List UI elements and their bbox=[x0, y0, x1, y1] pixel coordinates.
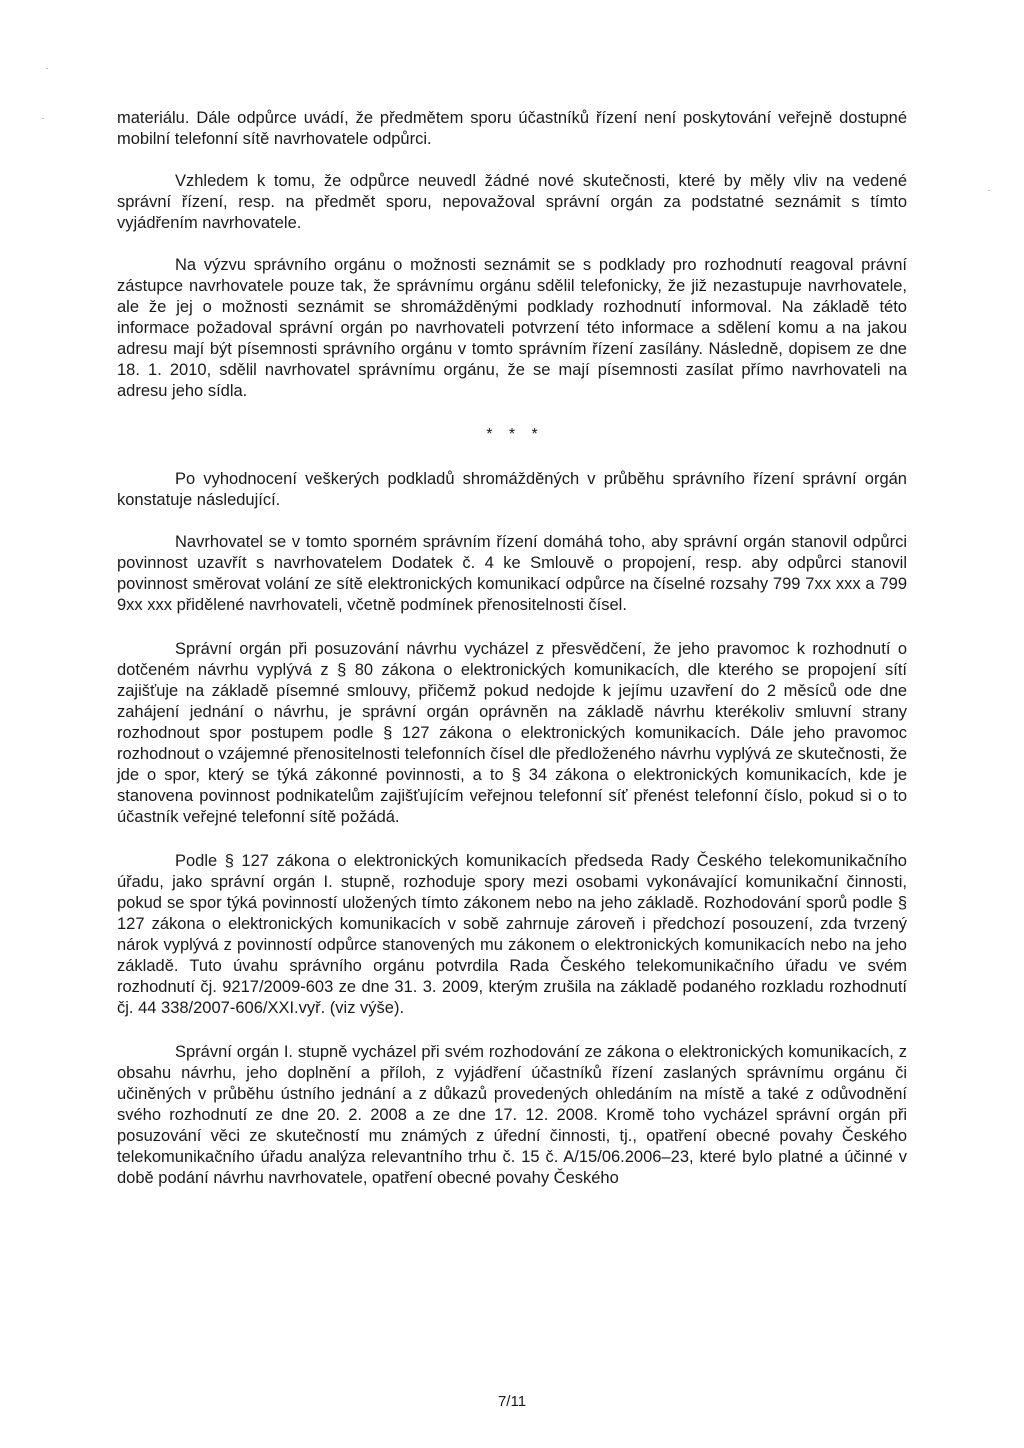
paragraph-2: Vzhledem k tomu, že odpůrce neuvedl žádné nové skutečnosti, které by měly vliv na vedené správní řízení, resp. na předmět sporu, nepovažoval správní orgán za podstatné seznámit s tímto vyjádřením navrhovatele. bbox=[117, 172, 907, 232]
paragraph-7: Podle § 127 zákona o elektronických komunikacích předseda Rady Českého telekomunikačního úřadu, jako správní orgán I. stupně, rozhoduje spory mezi osobami vykonávající komunikační činnosti, pokud se spor týká povinností uložených tímto zákonem nebo na jeho základě. Rozhodování sporů podle § 127 zákona o elektronických komunikacích v sobě zahrnuje zároveň i předchozí posouzení, zda tvrzený nárok vyplývá z povinností odpůrce stanovených mu zákonem o elektronických komunikacích nebo na jeho základě. Tuto úvahu správního orgánu potvrdila Rada Českého telekomunikačního úřadu ve svém rozhodnutí čj. 9217/2009-603 ze dne 31. 3. 2009, kterým zrušila na základě podaného rozkladu rozhodnutí čj. 44 338/2007-606/XXI.vyř. (viz výše). bbox=[117, 852, 907, 1017]
document-page bbox=[117, 108, 907, 1189]
section-separator: * * * bbox=[486, 426, 544, 443]
scan-speck bbox=[42, 118, 44, 119]
page-number: 7/11 bbox=[497, 1393, 527, 1410]
scan-speck bbox=[46, 68, 48, 69]
paragraph-5: Navrhovatel se v tomto sporném správním řízení domáhá toho, aby správní orgán stanovil odpůrci povinnost uzavřít s navrhovatelem Dodatek č. 4 ke Smlouvě o propojení, resp. aby odpůrci stanovil povinnost směrovat volání ze sítě elektronických komunikací odpůrce na číselné rozsahy 799 7xx xxx a 799 9xx xxx přidělené navrhovateli, včetně podmínek přenositelnosti čísel. bbox=[117, 533, 907, 614]
paragraph-6: Správní orgán při posuzování návrhu vycházel z přesvědčení, že jeho pravomoc k rozhodnutí o dotčeném návrhu vyplývá z § 80 zákona o elektronických komunikacích, dle kterého se propojení sítí zajišťuje na základě písemné smlouvy, přičemž pokud nedojde k jejímu uzavření do 2 měsíců ode dne zahájení jednání o návrhu, je správní orgán oprávněn na základě návrhu kterékoliv smluvní strany rozhodnout spor postupem podle § 127 zákona o elektronických komunikacích. Dále jeho pravomoc rozhodnout o vzájemné přenositelnosti telefonních čísel dle předloženého návrhu vyplývá ze skutečnosti, že jde o spor, který se týká zákonné povinnosti, a to § 34 zákona o elektronických komunikacích, kde je stanovena povinnost podnikatelům zajišťujícím veřejnou telefonní síť přenést telefonní číslo, pokud si o to účastník veřejné telefonní sítě požádá. bbox=[117, 640, 907, 826]
paragraph-3: Na výzvu správního orgánu o možnosti seznámit se s podklady pro rozhodnutí reagoval právní zástupce navrhovatele pouze tak, že správnímu orgánu sdělil telefonicky, že již nezastupuje navrhovatele, ale že jej o možnosti seznámit se shromážděnými podklady rozhodnutí informoval. Na základě této informace požadoval správní orgán po navrhovateli potvrzení této informace a sdělení komu a na jakou adresu mají být písemnosti správního orgánu v tomto správním řízení zasílány. Následně, dopisem ze dne 18. 1. 2010, sdělil navrhovatel správnímu orgánu, že se mají písemnosti zasílat přímo navrhovateli na adresu jeho sídla. bbox=[117, 256, 907, 400]
scan-speck bbox=[988, 190, 990, 191]
paragraph-4: Po vyhodnocení veškerých podkladů shromážděných v průběhu správního řízení správní orgán konstatuje následující. bbox=[117, 470, 907, 509]
paragraph-1: materiálu. Dále odpůrce uvádí, že předmětem sporu účastníků řízení není poskytování veřejně dostupné mobilní telefonní sítě navrhovatele odpůrci. bbox=[117, 109, 907, 148]
paragraph-8: Správní orgán I. stupně vycházel při svém rozhodování ze zákona o elektronických komunikacích, z obsahu návrhu, jeho doplnění a příloh, z vyjádření účastníků řízení zaslaných správnímu orgánu či učiněných v průběhu ústního jednání a z důkazů provedených ohledáním na místě a také z odůvodnění svého rozhodnutí ze dne 20. 2. 2008 a ze dne 17. 12. 2008. Kromě toho vycházel správní orgán při posuzování věci ze skutečností mu známých z úřední činnosti, tj., opatření obecné povahy Českého telekomunikačního úřadu analýza relevantního trhu č. 15 č. A/15/06.2006–23, které bylo platné a účinné v době podání návrhu navrhovatele, opatření obecné povahy Českého bbox=[117, 1043, 907, 1187]
